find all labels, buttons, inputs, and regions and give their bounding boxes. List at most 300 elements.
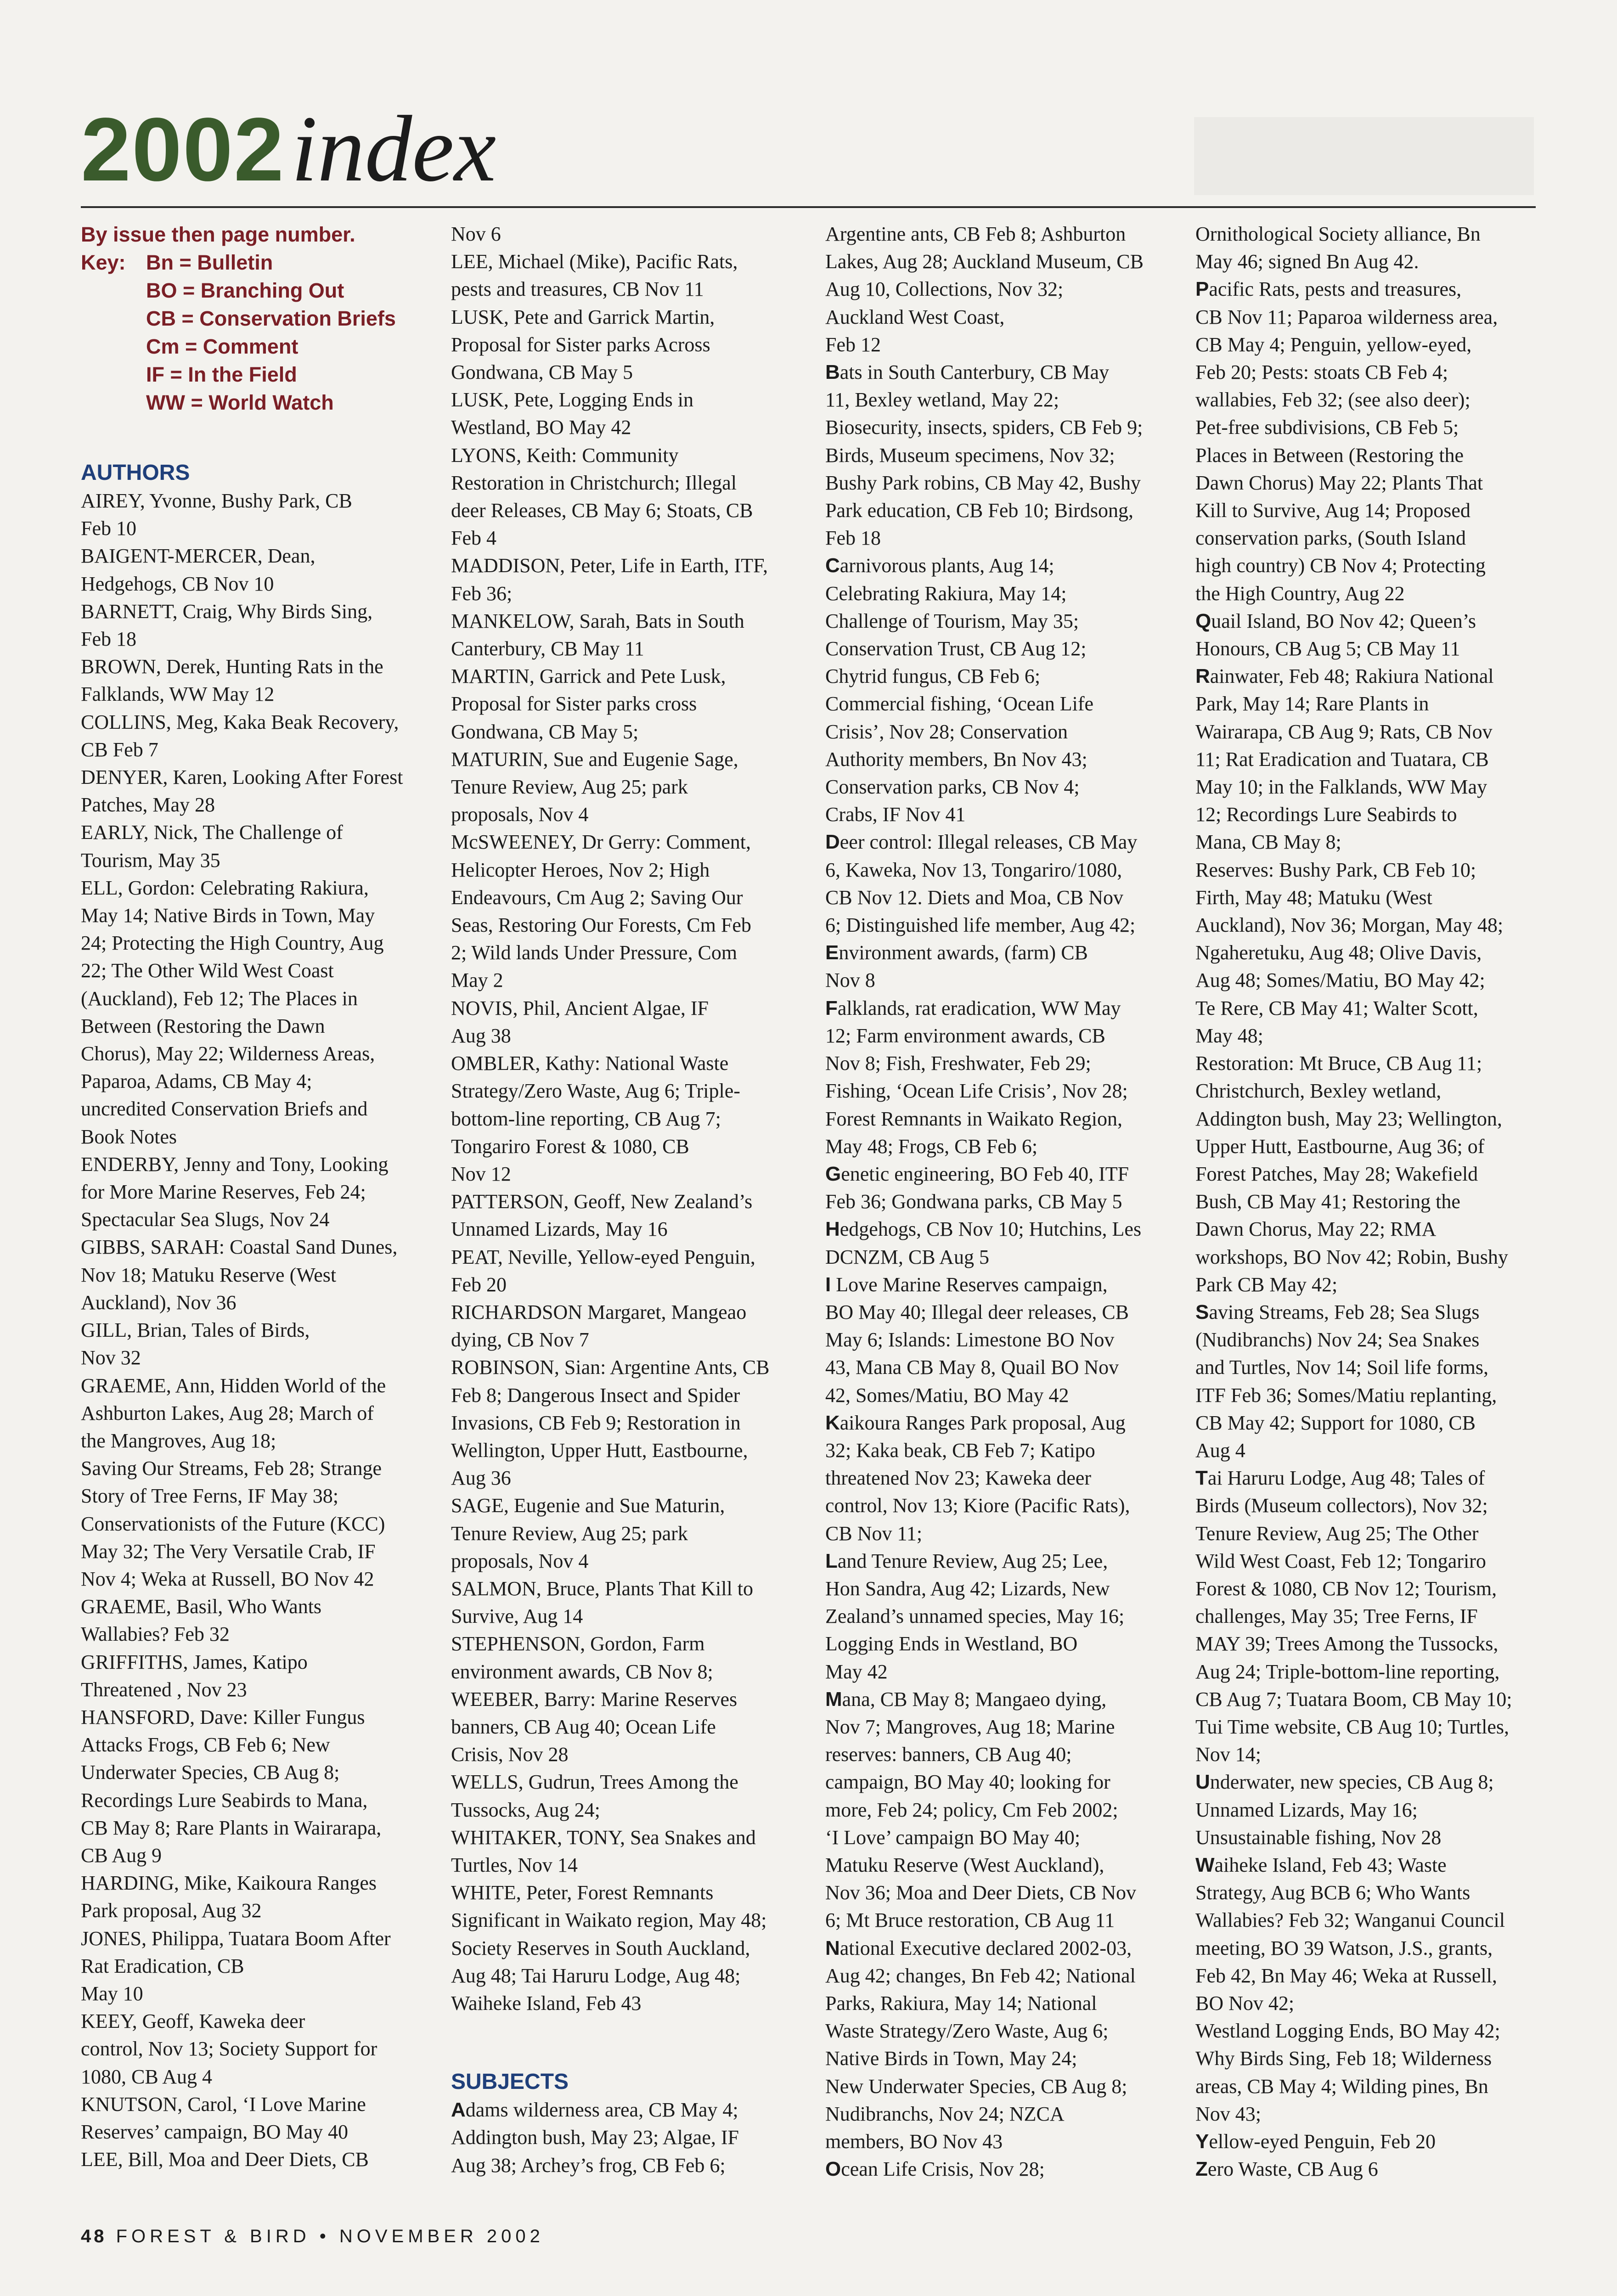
index-line: for More Marine Reserves, Feb 24; [81,1181,366,1204]
key-item: CB = Conservation Briefs [146,307,396,330]
index-line: WEEBER, Barry: Marine Reserves [451,1688,738,1711]
index-line: Pacific Rats, pests and treasures, [1195,278,1462,301]
index-line: Ocean Life Crisis, Nov 28; [825,2158,1045,2181]
index-line: Parks, Rakiura, May 14; National [825,1992,1097,2015]
column-2 [451,220,805,2179]
index-line: Gondwana, CB May 5; [451,720,639,743]
index-line: I Love Marine Reserves campaign, [825,1273,1108,1296]
index-line: Aug 42; changes, Bn Feb 42; National [825,1964,1136,1987]
index-line: Nov 12 [451,1162,511,1185]
index-line: Aug 10, Collections, Nov 32; [825,278,1064,301]
index-line: Addington bush, May 23; Algae, IF [451,2126,739,2149]
index-line: Survive, Aug 14 [451,1605,583,1628]
index-line: Bushy Park robins, CB May 42, Bushy [825,471,1141,494]
index-line: Seas, Restoring Our Forests, Cm Feb [451,914,751,937]
page-number: 48 [81,2226,107,2246]
initial-letter: P [1195,278,1209,301]
page-footer [81,2226,544,2247]
index-line: Feb 36; Gondwana parks, CB May 5 [825,1190,1122,1213]
index-line: May 2 [451,969,503,992]
index-line: members, BO Nov 43 [825,2130,1003,2153]
index-line: Wallabies? Feb 32 [81,1623,230,1646]
index-line: Feb 20; Pests: stoats CB Feb 4; [1195,361,1448,384]
index-line: Strategy/Zero Waste, Aug 6; Triple- [451,1080,740,1103]
index-line: control, Nov 13; Kiore (Pacific Rats), [825,1494,1130,1517]
index-line: the Mangroves, Aug 18; [81,1429,276,1452]
index-line: PEAT, Neville, Yellow-eyed Penguin, [451,1245,755,1268]
index-line: Aug 48; Somes/Matiu, BO May 42; [1195,969,1485,992]
index-line: uncredited Conservation Briefs and [81,1097,368,1120]
index-line: Auckland), Nov 36 [81,1291,237,1314]
title-rule [81,206,1536,208]
index-line: NOVIS, Phil, Ancient Algae, IF [451,996,709,1019]
index-line: ELL, Gordon: Celebrating Rakiura, [81,876,369,899]
index-line: Westland, BO May 42 [451,416,631,439]
index-line: Proposal for Sister parks Across [451,333,710,356]
index-line: Auckland), Nov 36; Morgan, May 48; [1195,914,1504,937]
index-line: Nov 18; Matuku Reserve (West [81,1263,337,1286]
index-line: BAIGENT-MERCER, Dean, [81,545,316,568]
index-line: JONES, Philippa, Tuatara Boom After [81,1927,391,1950]
index-line: EARLY, Nick, The Challenge of [81,821,343,844]
title-word: index [291,96,496,201]
index-line: HANSFORD, Dave: Killer Fungus [81,1705,365,1728]
index-line: Nov 6 [451,223,501,245]
initial-letter: L [825,1549,838,1572]
index-line: (Auckland), Feb 12; The Places in [81,987,358,1010]
authors-list-part-2 [451,220,805,2017]
index-line: DENYER, Karen, Looking After Forest [81,766,403,789]
index-line: ‘I Love’ campaign BO May 40; [825,1826,1081,1849]
index-line: Feb 36; [451,582,513,605]
index-line: Park proposal, Aug 32 [81,1899,262,1922]
key-block [81,220,439,416]
title-year: 2002 [81,99,285,200]
index-line: May 32; The Very Versatile Crab, IF [81,1540,376,1563]
index-line: DCNZM, CB Aug 5 [825,1245,989,1268]
initial-letter: T [1195,1467,1208,1490]
index-line: Chytrid fungus, CB Feb 6; [825,665,1041,688]
index-line: 12; Farm environment awards, CB [825,1024,1105,1047]
subjects-heading: SUBJECTS [451,2070,569,2094]
index-line: Conservation parks, CB Nov 4; [825,776,1080,799]
index-line: Crisis’, Nov 28; Conservation [825,720,1068,743]
index-line: Bats in South Canterbury, CB May [825,361,1110,384]
index-line: more, Feb 24; policy, Cm Feb 2002; [825,1798,1118,1821]
index-line: Nov 43; [1195,2102,1261,2125]
index-line: Forest & 1080, CB Nov 12; Tourism, [1195,1577,1497,1600]
bleed-through-shadow [1194,117,1534,195]
index-line: GILL, Brian, Tales of Birds, [81,1319,310,1342]
index-line: Book Notes [81,1125,177,1148]
index-line: Dawn Chorus) May 22; Plants That [1195,471,1483,494]
index-line: Native Birds in Town, May 24; [825,2047,1077,2070]
index-line: Mana, CB May 8; [1195,831,1341,854]
index-line: Tui Time website, CB Aug 10; Turtles, [1195,1715,1510,1738]
index-line: bottom-line reporting, CB Aug 7; [451,1107,721,1130]
index-line: Helicopter Heroes, Nov 2; High [451,858,710,881]
initial-letter: M [825,1688,842,1711]
index-line: Matuku Reserve (West Auckland), [825,1853,1104,1876]
index-line: Underwater Species, CB Aug 8; [81,1761,340,1784]
index-line: Nov 14; [1195,1743,1261,1766]
index-line: Commercial fishing, ‘Ocean Life [825,692,1094,715]
index-line: Falklands, WW May 12 [81,683,275,706]
initial-letter: A [451,2099,466,2122]
index-line: Fishing, ‘Ocean Life Crisis’, Nov 28; [825,1080,1128,1103]
index-line: Feb 18 [825,527,881,550]
index-line: 1080, CB Aug 4 [81,2065,213,2088]
index-line: Park, May 14; Rare Plants in [1195,692,1429,715]
index-line: WHITAKER, TONY, Sea Snakes and [451,1826,756,1849]
index-line: CB Aug 9 [81,1844,162,1867]
index-line: LUSK, Pete and Garrick Martin, [451,305,715,328]
index-line: wallabies, Feb 32; (see also deer); [1195,388,1471,411]
index-line: May 42 [825,1660,888,1683]
index-line: Unnamed Lizards, May 16; [1195,1798,1418,1821]
index-line: Nov 7; Mangroves, Aug 18; Marine [825,1715,1115,1738]
index-line: May 48; Frogs, CB Feb 6; [825,1135,1038,1158]
index-line: LUSK, Pete, Logging Ends in [451,388,693,411]
index-line: reserves: banners, CB Aug 40; [825,1743,1072,1766]
index-line: Aug 36 [451,1467,511,1490]
index-line: GRAEME, Basil, Who Wants [81,1595,322,1618]
index-line: threatened Nov 23; Kaweka deer [825,1467,1092,1490]
index-line: Canterbury, CB May 11 [451,637,644,660]
column-3 [825,220,1179,2183]
index-line: Why Birds Sing, Feb 18; Wilderness [1195,2047,1492,2070]
index-line: LYONS, Keith: Community [451,444,679,467]
index-line: 11; Rat Eradication and Tuatara, CB [1195,748,1489,771]
index-line: Pet-free subdivisions, CB Feb 5; [1195,416,1459,439]
index-line: (Nudibranchs) Nov 24; Sea Snakes [1195,1328,1480,1351]
index-line: Te Rere, CB May 41; Walter Scott, [1195,996,1478,1019]
index-line: Proposal for Sister parks cross [451,692,697,715]
index-line: Environment awards, (farm) CB [825,941,1088,964]
index-line: New Underwater Species, CB Aug 8; [825,2075,1127,2098]
index-line: CB May 8; Rare Plants in Wairarapa, [81,1816,382,1839]
footer-publication: FOREST & BIRD • NOVEMBER 2002 [116,2226,544,2246]
index-line: Hedgehogs, CB Nov 10; Hutchins, Les [825,1218,1142,1241]
index-line: Park education, CB Feb 10; Birdsong, [825,499,1133,522]
key-item: BO = Branching Out [146,279,344,302]
initial-letter: K [825,1411,840,1434]
index-line: Gondwana, CB May 5 [451,361,633,384]
index-line: MADDISON, Peter, Life in Earth, ITF, [451,554,768,577]
index-line: Nov 8 [825,969,875,992]
index-line: banners, CB Aug 40; Ocean Life [451,1715,716,1738]
initial-letter: O [825,2158,841,2181]
initial-letter: N [825,1936,840,1959]
index-line: Ashburton Lakes, Aug 28; March of [81,1401,374,1424]
initial-letter: B [825,361,840,384]
index-line: Waiheke Island, Feb 43 [451,1992,642,2015]
index-line: May 10; in the Falklands, WW May [1195,776,1487,799]
index-line: RICHARDSON Margaret, Mangeao [451,1300,747,1323]
index-line: Authority members, Bn Nov 43; [825,748,1087,771]
index-line: 6, Kaweka, Nov 13, Tongariro/1080, [825,858,1122,881]
index-line: Tenure Review, Aug 25; park [451,1522,688,1545]
index-line: Wallabies? Feb 32; Wanganui Council [1195,1909,1505,1932]
index-line: proposals, Nov 4 [451,803,589,826]
index-line: Wild West Coast, Feb 12; Tongariro [1195,1549,1486,1572]
index-line: Challenge of Tourism, May 35; [825,609,1079,632]
index-line: Society Reserves in South Auckland, [451,1936,750,1959]
index-line: 12; Recordings Lure Seabirds to [1195,803,1457,826]
index-line: 6; Mt Bruce restoration, CB Aug 11 [825,1909,1115,1932]
index-line: Restoration: Mt Bruce, CB Aug 11; [1195,1052,1482,1075]
subjects-list-part-1 [451,2096,805,2179]
index-line: PATTERSON, Geoff, New Zealand’s [451,1190,753,1213]
index-line: CB May 42; Support for 1080, CB [1195,1411,1476,1434]
authors-list-part-1 [81,487,434,2173]
index-line: Nudibranchs, Nov 24; NZCA [825,2102,1065,2125]
index-line: Feb 42, Bn May 46; Weka at Russell, [1195,1964,1497,1987]
index-line: Patches, May 28 [81,793,215,816]
index-line: BO May 40; Illegal deer releases, CB [825,1300,1129,1323]
index-line: areas, CB May 4; Wilding pines, Bn [1195,2075,1488,2098]
index-line: Ornithological Society alliance, Bn [1195,223,1481,245]
index-line: National Executive declared 2002-03, [825,1936,1132,1959]
index-line: Recordings Lure Seabirds to Mana, [81,1789,368,1812]
index-line: CB May 4; Penguin, yellow-eyed, [1195,333,1472,356]
initial-letter: Y [1195,2130,1209,2153]
index-line: Nov 4; Weka at Russell, BO Nov 42 [81,1567,374,1590]
index-line: Significant in Waikato region, May 48; [451,1909,767,1932]
index-line: Birds (Museum collectors), Nov 32; [1195,1494,1488,1517]
subjects-list-part-3 [1195,220,1549,2183]
index-line: BO Nov 42; [1195,1992,1295,2015]
index-line: 42, Somes/Matiu, BO May 42 [825,1384,1069,1407]
index-line: Adams wilderness area, CB May 4; [451,2099,738,2122]
index-line: Nov 8; Fish, Freshwater, Feb 29; [825,1052,1091,1075]
index-line: Ngaheretuku, Aug 48; Olive Davis, [1195,941,1482,964]
index-line: Saving Our Streams, Feb 28; Strange [81,1457,382,1480]
index-line: Yellow-eyed Penguin, Feb 20 [1195,2130,1436,2153]
index-line: ITF Feb 36; Somes/Matiu replanting, [1195,1384,1497,1407]
index-line: HARDING, Mike, Kaikoura Ranges [81,1872,377,1895]
index-line: ENDERBY, Jenny and Tony, Looking [81,1153,389,1176]
initial-letter: Z [1195,2158,1208,2181]
index-line: MANKELOW, Sarah, Bats in South [451,609,744,632]
index-line: Birds, Museum specimens, Nov 32; [825,444,1115,467]
index-line: Unnamed Lizards, May 16 [451,1218,668,1241]
index-line: Endeavours, Cm Aug 2; Saving Our [451,886,743,909]
index-line: proposals, Nov 4 [451,1549,589,1572]
index-line: Auckland West Coast, [825,305,1005,328]
index-line: CB Feb 7 [81,738,158,761]
index-line: ROBINSON, Sian: Argentine Ants, CB [451,1356,770,1379]
index-line: Celebrating Rakiura, May 14; [825,582,1067,605]
index-line: May 48; [1195,1024,1263,1047]
index-line: Nov 36; Moa and Deer Diets, CB Nov [825,1881,1137,1904]
index-line: challenges, May 35; Tree Ferns, IF [1195,1605,1478,1628]
index-line: Unsustainable fishing, Nov 28 [1195,1826,1442,1849]
index-line: STEPHENSON, Gordon, Farm [451,1632,705,1655]
index-line: KEEY, Geoff, Kaweka deer [81,2010,305,2033]
index-line: Waste Strategy/Zero Waste, Aug 6; [825,2020,1109,2043]
index-line: the High Country, Aug 22 [1195,582,1405,605]
index-line: Upper Hutt, Eastbourne, Aug 36; of [1195,1135,1485,1158]
index-line: Lakes, Aug 28; Auckland Museum, CB [825,250,1144,273]
index-line: workshops, BO Nov 42; Robin, Bushy [1195,1245,1508,1268]
index-line: Aug 48; Tai Haruru Lodge, Aug 48; [451,1964,741,1987]
index-line: Reserves’ campaign, BO May 40 [81,2120,349,2143]
index-line: Rainwater, Feb 48; Rakiura National [1195,665,1494,688]
index-line: Aug 38 [451,1024,511,1047]
index-line: MAY 39; Trees Among the Tussocks, [1195,1632,1499,1655]
index-line: OMBLER, Kathy: National Waste [451,1052,729,1075]
index-line: Land Tenure Review, Aug 25; Lee, [825,1549,1108,1572]
index-line: meeting, BO 39 Watson, J.S., grants, [1195,1936,1493,1959]
index-line: Tenure Review, Aug 25; park [451,776,688,799]
index-line: Saving Streams, Feb 28; Sea Slugs [1195,1300,1480,1323]
index-line: Paparoa, Adams, CB May 4; [81,1070,312,1093]
index-line: Strategy, Aug BCB 6; Who Wants [1195,1881,1471,1904]
index-line: Tussocks, Aug 24; [451,1798,600,1821]
index-line: AIREY, Yvonne, Bushy Park, CB [81,490,352,512]
index-line: 22; The Other Wild West Coast [81,959,334,982]
index-line: Wellington, Upper Hutt, Eastbourne, [451,1439,748,1462]
index-line: Feb 8; Dangerous Insect and Spider [451,1384,740,1407]
index-line: CB Nov 11; [825,1522,923,1545]
index-line: GIBBS, SARAH: Coastal Sand Dunes, [81,1236,398,1259]
index-line: dying, CB Nov 7 [451,1328,589,1351]
column-4 [1195,220,1549,2183]
index-line: Genetic engineering, BO Feb 40, ITF [825,1162,1129,1185]
key-label: Key: [81,251,126,274]
index-line: Kaikoura Ranges Park proposal, Aug [825,1411,1126,1434]
index-line: CB Nov 11; Paparoa wilderness area, [1195,305,1498,328]
index-line: Rat Eradication, CB [81,1954,244,1977]
index-line: Argentine ants, CB Feb 8; Ashburton [825,223,1126,245]
index-line: May 14; Native Birds in Town, May [81,904,375,927]
column-1 [81,220,434,2173]
key-intro: By issue then page number. [81,223,355,246]
index-line: and Turtles, Nov 14; Soil life forms, [1195,1356,1489,1379]
index-line: WELLS, Gudrun, Trees Among the [451,1771,738,1794]
initial-letter: C [825,554,840,577]
index-line: conservation parks, (South Island [1195,527,1466,550]
index-line: GRIFFITHS, James, Katipo [81,1650,308,1673]
index-line: Chorus), May 22; Wilderness Areas, [81,1042,375,1065]
key-item: Bn = Bulletin [146,251,273,274]
index-line: Tourism, May 35 [81,849,220,872]
index-line: Quail Island, BO Nov 42; Queen’s [1195,609,1476,632]
index-line: Crisis, Nov 28 [451,1743,569,1766]
authors-heading: AUTHORS [81,461,190,485]
index-line: KNUTSON, Carol, ‘I Love Marine [81,2093,366,2116]
index-line: control, Nov 13; Society Support for [81,2037,377,2060]
index-line: 32; Kaka beak, CB Feb 7; Katipo [825,1439,1095,1462]
index-line: Nov 32 [81,1346,141,1369]
initial-letter: I [825,1273,831,1296]
index-line: CB Aug 7; Tuatara Boom, CB May 10; [1195,1688,1512,1711]
index-line: Conservation Trust, CB Aug 12; [825,637,1087,660]
index-line: Restoration in Christchurch; Illegal [451,471,737,494]
initial-letter: R [1195,665,1210,688]
index-line: SALMON, Bruce, Plants That Kill to [451,1577,753,1600]
index-line: Turtles, Nov 14 [451,1853,578,1876]
index-line: BROWN, Derek, Hunting Rats in the [81,655,383,678]
index-line: May 10 [81,1982,143,2005]
index-line: 6; Distinguished life member, Aug 42; [825,914,1136,937]
initial-letter: W [1195,1853,1215,1876]
index-line: Between (Restoring the Dawn [81,1014,325,1037]
index-line: Feb 20 [451,1273,507,1296]
index-line: Aug 38; Archey’s frog, CB Feb 6; [451,2154,726,2177]
key-item: WW = World Watch [146,391,334,414]
index-line: Tongariro Forest & 1080, CB [451,1135,689,1158]
index-line: Forest Remnants in Waikato Region, [825,1107,1123,1130]
index-line: LEE, Bill, Moa and Deer Diets, CB [81,2148,369,2171]
index-line: campaign, BO May 40; looking for [825,1771,1110,1794]
index-line: Logging Ends in Westland, BO [825,1632,1078,1655]
index-line: Park CB May 42; [1195,1273,1338,1296]
index-line: May 46; signed Bn Aug 42. [1195,250,1419,273]
index-line: Places in Between (Restoring the [1195,444,1464,467]
index-line: 43, Mana CB May 8, Quail BO Nov [825,1356,1119,1379]
index-line: Underwater, new species, CB Aug 8; [1195,1771,1494,1794]
index-line: Hon Sandra, Aug 42; Lizards, New [825,1577,1110,1600]
index-line: COLLINS, Meg, Kaka Beak Recovery, [81,710,399,733]
index-line: Feb 12 [825,333,881,356]
index-line: MARTIN, Garrick and Pete Lusk, [451,665,726,688]
index-line: WHITE, Peter, Forest Remnants [451,1881,714,1904]
index-line: LEE, Michael (Mike), Pacific Rats, [451,250,738,273]
key-item: Cm = Comment [146,335,299,358]
initial-letter: H [825,1218,840,1241]
initial-letter: E [825,941,839,964]
index-line: Firth, May 48; Matuku (West [1195,886,1432,909]
index-line: 24; Protecting the High Country, Aug [81,932,384,955]
index-line: Hedgehogs, CB Nov 10 [81,572,274,595]
index-line: Wairarapa, CB Aug 9; Rats, CB Nov [1195,720,1493,743]
index-line: Story of Tree Ferns, IF May 38; [81,1485,339,1508]
index-line: Carnivorous plants, Aug 14; [825,554,1054,577]
index-line: Zero Waste, CB Aug 6 [1195,2158,1378,2181]
index-line: Invasions, CB Feb 9; Restoration in [451,1411,741,1434]
index-line: 11, Bexley wetland, May 22; [825,388,1059,411]
index-line: GRAEME, Ann, Hidden World of the [81,1374,386,1397]
index-line: Aug 24; Triple-bottom-line reporting, [1195,1660,1500,1683]
subjects-list-part-2 [825,220,1179,2183]
key-item: IF = In the Field [146,363,297,386]
index-line: pests and treasures, CB Nov 11 [451,278,704,301]
index-line: Addington bush, May 23; Wellington, [1195,1107,1502,1130]
initial-letter: D [825,831,840,854]
index-line: Tai Haruru Lodge, Aug 48; Tales of [1195,1467,1485,1490]
index-line: Tenure Review, Aug 25; The Other [1195,1522,1479,1545]
index-line: Waiheke Island, Feb 43; Waste [1195,1853,1447,1876]
index-line: Westland Logging Ends, BO May 42; [1195,2020,1500,2043]
index-line: SAGE, Eugenie and Sue Maturin, [451,1494,725,1517]
initial-letter: U [1195,1771,1210,1794]
index-line: Dawn Chorus, May 22; RMA [1195,1218,1437,1241]
index-line: Falklands, rat eradication, WW May [825,996,1121,1019]
index-line: Conservationists of the Future (KCC) [81,1512,385,1535]
index-line: Kill to Survive, Aug 14; Proposed [1195,499,1471,522]
index-line: 2; Wild lands Under Pressure, Com [451,941,738,964]
index-line: Zealand’s unnamed species, May 16; [825,1605,1125,1628]
index-line: Aug 4 [1195,1439,1245,1462]
index-line: Forest Patches, May 28; Wakefield [1195,1162,1478,1185]
index-line: Feb 18 [81,628,136,651]
page-title [81,94,496,203]
initial-letter: S [1195,1300,1209,1323]
index-line: Biosecurity, insects, spiders, CB Feb 9; [825,416,1143,439]
index-line: Crabs, IF Nov 41 [825,803,966,826]
